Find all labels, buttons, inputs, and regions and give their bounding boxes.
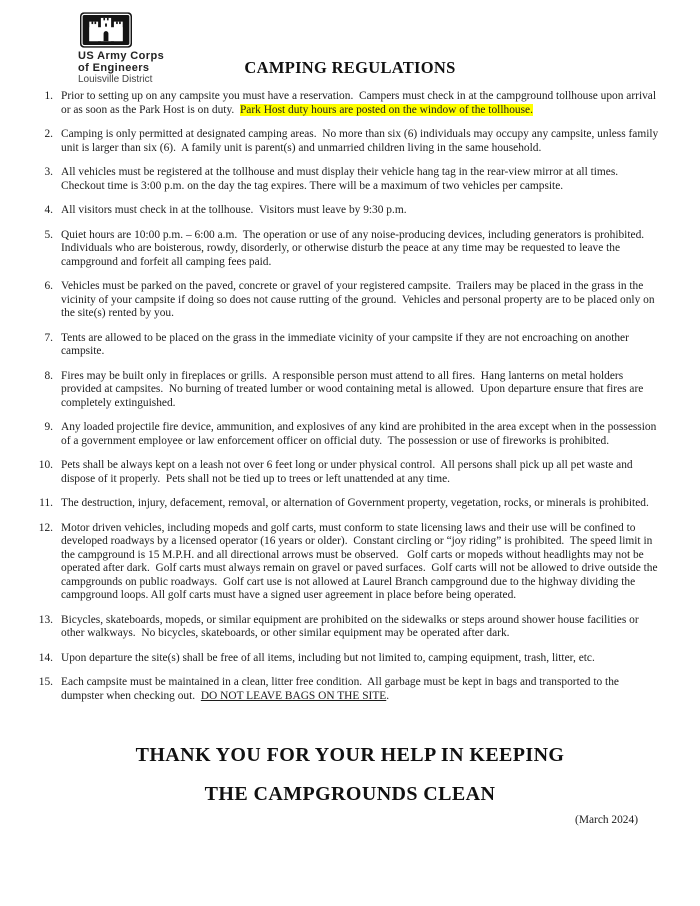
regulation-number: 14.	[38, 651, 53, 664]
regulation-item	[36, 652, 664, 666]
regulation-number: 12.	[38, 521, 53, 534]
footer	[0, 744, 700, 826]
revision-date: (March 2024)	[575, 814, 638, 826]
org-line-2: of Engineers	[78, 61, 150, 74]
text-run: Prior to setting up on any campsite you must have a reservation. Campers must check in at the campground tollhouse upon arrival or as soon as the Park Host is on duty.	[61, 90, 659, 116]
regulation-number: 9.	[44, 421, 53, 433]
regulations-list	[36, 90, 664, 714]
regulation-item	[36, 459, 664, 486]
regulation-item	[36, 332, 664, 359]
regulation-item	[36, 522, 664, 603]
regulation-item	[36, 421, 664, 448]
usace-castle-icon	[80, 12, 132, 48]
regulation-number: 2.	[44, 128, 53, 140]
regulation-text	[61, 280, 663, 321]
regulation-item	[36, 204, 664, 218]
regulation-text	[61, 166, 663, 193]
regulation-text	[61, 676, 663, 703]
regulation-item	[36, 229, 664, 270]
text-run: All vehicles must be registered at the tollhouse and must display their vehicle hang tag in the rear-view mirror at all times. Checkout time is 3:00 p.m. on the day the tag expires. There will be a maximum of two vehicles per campsite.	[61, 166, 624, 192]
regulation-item	[36, 166, 664, 193]
regulation-text	[61, 332, 663, 359]
regulation-item	[36, 370, 664, 411]
footer-message-line-2: THE CAMPGROUNDS CLEAN	[204, 783, 496, 805]
regulation-number: 10.	[38, 459, 53, 471]
regulation-text	[61, 421, 663, 448]
footer-message-line-1: THANK YOU FOR YOUR HELP IN KEEPING	[135, 744, 565, 766]
text-run: Pets shall be always kept on a leash not over 6 feet long or under physical control. All persons shall pick up all pet waste and dispose of it properly. Pets shall not be tied up to trees or left unattended at any time.	[61, 459, 636, 485]
regulation-item	[36, 280, 664, 321]
regulation-item	[36, 90, 664, 117]
regulation-item	[36, 676, 664, 703]
text-run: Bicycles, skateboards, mopeds, or similar equipment are prohibited on the sidewalks or steps around shower house facilities or other walkways. No bicycles, skateboards, or other similar equipment may be operated after dark.	[61, 613, 642, 639]
text-run: Vehicles must be parked on the paved, concrete or gravel of your registered campsite. Trailers may be placed in the grass in the vicinity of your campsite if doing so does not cause rutting of the ground. Vehicles and personal property are to be placed only on the site(s) rented by you.	[61, 280, 658, 319]
regulation-number: 11.	[39, 497, 53, 509]
text-run: Fires may be built only in fireplaces or grills. A responsible person must attend to all fires. Hang lanterns on metal holders provided at campsites. No burning of treated lumber or wood containing metal is allowed. Upon departure ensure that fires are completely extinguished.	[61, 369, 647, 409]
regulation-number: 5.	[44, 228, 53, 241]
regulation-item	[36, 128, 664, 155]
regulation-number: 3.	[44, 166, 53, 178]
regulation-number: 8.	[44, 369, 53, 382]
regulation-item	[36, 614, 664, 641]
regulation-number: 13.	[38, 613, 53, 626]
text-run: .	[386, 689, 390, 702]
text-run: Camping is only permitted at designated camping areas. No more than six (6) individuals may occupy any campsite, unless family unit is larger than six (6). A family unit is parent(s) and unmarried children living in the same household.	[61, 128, 662, 154]
text-run: Any loaded projectile fire device, ammunition, and explosives of any kind are prohibited in the area except when in the possession of a government employee or law enforcement officer on official duty. The possession or use of fireworks is prohibited.	[61, 421, 660, 447]
text-run: Upon departure the site(s) shall be free of all items, including but not limited to, camping equipment, trash, litter, etc.	[61, 651, 595, 664]
regulation-text	[61, 652, 663, 666]
highlighted-text: Park Host duty hours are posted on the window of the tollhouse.	[239, 103, 533, 116]
org-line-1: US Army Corps	[78, 50, 165, 62]
regulation-number: 6.	[44, 280, 53, 292]
regulation-text	[61, 614, 663, 641]
text-run: The destruction, injury, defacement, removal, or alternation of Government property, vegetation, rocks, or minerals is prohibited.	[61, 497, 649, 509]
regulation-number: 4.	[44, 204, 53, 216]
regulation-text	[61, 229, 663, 270]
regulation-text	[61, 204, 663, 218]
text-run: Quiet hours are 10:00 p.m. – 6:00 a.m. The operation or use of any noise-producing devices, including generators is prohibited. Individuals who are boisterous, rowdy, disorderly, or otherwise disturb the peace at any time may be requested to leave the campground and forfeit all camping fees paid.	[61, 228, 650, 268]
regulation-text	[61, 497, 663, 511]
regulation-number: 7.	[44, 331, 53, 344]
text-run: Each campsite must be maintained in a clean, litter free condition. All garbage must be kept in bags and transported to the dumpster when checking out.	[61, 676, 622, 702]
text-run: All visitors must check in at the tollhouse. Visitors must leave by 9:30 p.m.	[61, 204, 407, 216]
regulation-text	[61, 128, 663, 155]
org-line-district: Louisville District	[78, 74, 153, 85]
regulation-number: 1.	[44, 90, 53, 102]
regulation-text	[61, 370, 663, 411]
regulation-text	[61, 90, 663, 117]
regulation-item	[36, 497, 664, 511]
regulation-number: 15.	[38, 676, 53, 688]
text-run: Motor driven vehicles, including mopeds and golf carts, must conform to state licensing laws and their use will be confined to developed roadways by a licensed operator (16 years or older). Constant circling or “joy riding” is prohibited. The speed limit in the campground is 15 M.P.H. and all directional arrows must be observed. Golf carts or mopeds without headlights may not be operated after dark. Golf carts must always remain on gravel or paved surfaces. Golf carts will not be allowed to drive outside the campgrounds on public roadways. Golf cart use is not allowed at Laurel Branch campground due to the highway dividing the campground loops. All golf carts must have a signed user agreement in place before being operated.	[61, 521, 661, 601]
regulation-text	[61, 459, 663, 486]
page-title: CAMPING REGULATIONS	[244, 58, 456, 77]
text-run: Tents are allowed to be placed on the grass in the immediate vicinity of your campsite if they are not encroaching on another campsite.	[61, 331, 632, 357]
regulation-text	[61, 522, 663, 603]
underlined-text: DO NOT LEAVE BAGS ON THE SITE	[200, 689, 387, 702]
